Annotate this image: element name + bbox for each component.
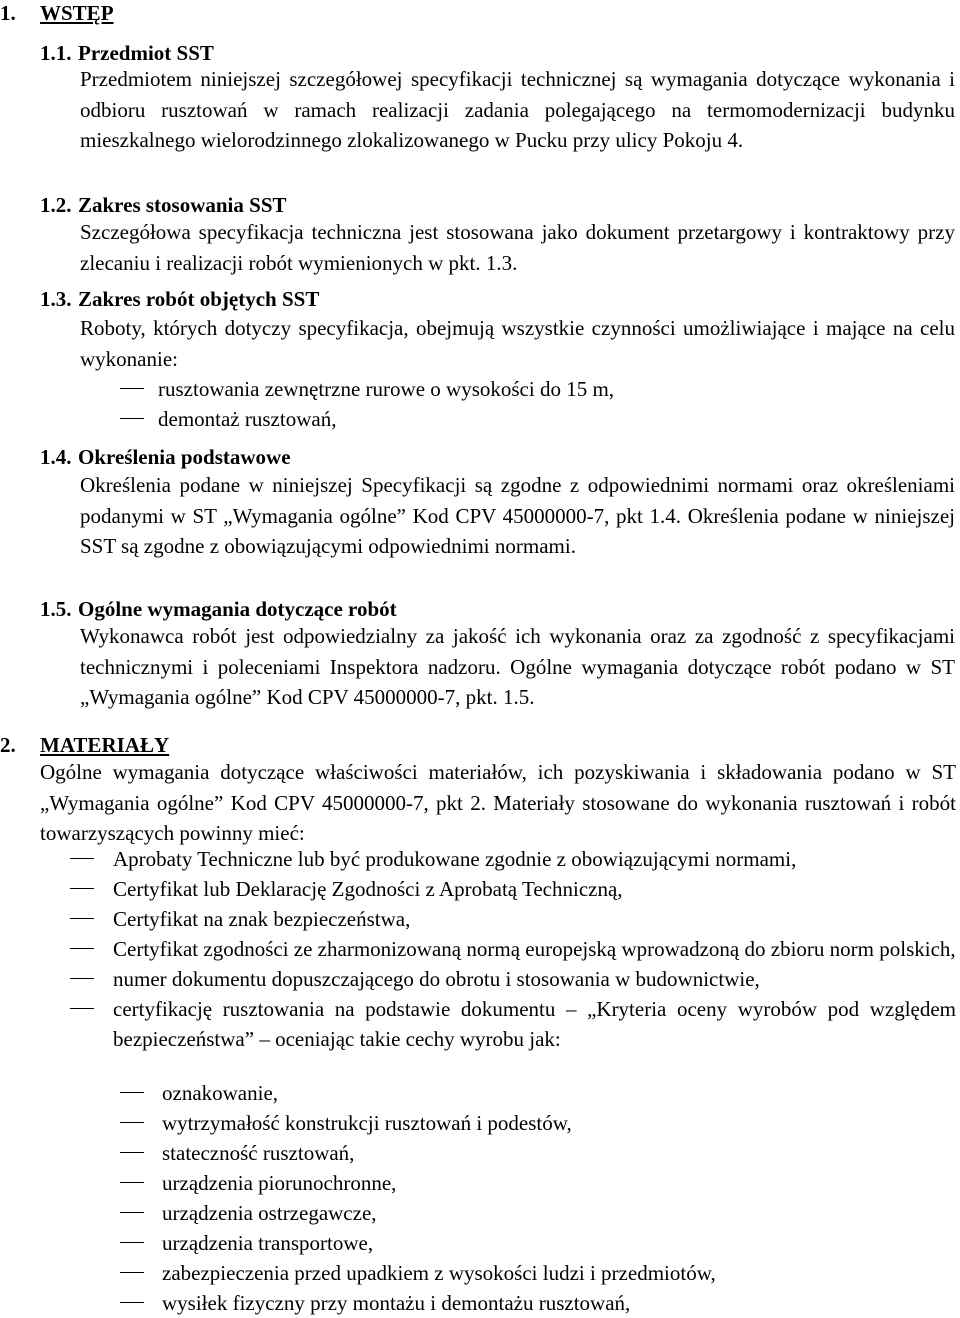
list-item: wysiłek fizyczny przy montażu i demontażu rusztowań,: [120, 1288, 955, 1318]
list-item: urządzenia piorunochronne,: [120, 1168, 955, 1198]
list-item: urządzenia transportowe,: [120, 1228, 955, 1258]
section-heading-1: [0, 0, 114, 26]
section-number: 2.: [0, 733, 16, 757]
dash-bullet-icon: [70, 978, 94, 979]
subsection-number: 1.5.: [40, 597, 72, 621]
list-item: certyfikację rusztowania na podstawie dokumentu – „Kryteria oceny wyrobów pod względem bezpieczeństwa” – oceniając takie cechy wyrobu jak:: [70, 994, 956, 1054]
list-item: numer dokumentu dopuszczającego do obrotu i stosowania w budownictwie,: [70, 964, 956, 994]
dash-bullet-icon: [120, 1272, 144, 1273]
dash-bullet-icon: [120, 1152, 144, 1153]
dash-bullet-icon: [120, 1092, 144, 1093]
subsection-title: Przedmiot SST: [78, 41, 214, 65]
paragraph-1-2: Szczegółowa specyfikacja techniczna jest stosowana jako dokument przetargowy i kontraktowy przy zlecaniu i realizacji robót wymienionych w pkt. 1.3.: [80, 220, 955, 275]
subsection-heading-1-4: [40, 444, 291, 470]
dash-bullet-icon: [120, 1182, 144, 1183]
dash-bullet-icon: [120, 1302, 144, 1303]
list-item: rusztowania zewnętrzne rurowe o wysokości do 15 m,: [120, 374, 955, 404]
dash-bullet-icon: [70, 948, 94, 949]
paragraph-1-1: Przedmiotem niniejszej szczegółowej specyfikacji technicznej są wymagania dotyczące wykonania i odbioru rusztowań w ramach realizacji zadania polegającego na termomodernizacji budynku mieszkalnego wielorodzinnego zlokalizowanego w Pucku przy ulicy Pokoju 4.: [80, 67, 955, 152]
section-title: WSTĘP: [40, 1, 114, 25]
paragraph-1-5: Wykonawca robót jest odpowiedzialny za jakość ich wykonania oraz za zgodność z specyfikacjami technicznymi i poleceniami Inspektora nadzoru. Ogólne wymagania dotyczące robót podano w ST „Wymagania ogólne” Kod CPV 45000000-7, pkt. 1.5.: [80, 624, 955, 709]
list-item: Certyfikat zgodności ze zharmonizowaną normą europejską wprowadzoną do zbioru norm polskich,: [70, 934, 956, 964]
dash-bullet-icon: [120, 1122, 144, 1123]
section-number: 1.: [0, 1, 16, 25]
subsection-number: 1.3.: [40, 287, 72, 311]
list-item: Aprobaty Techniczne lub być produkowane zgodnie z obowiązującymi normami,: [70, 844, 956, 874]
subsection-number: 1.2.: [40, 193, 72, 217]
dash-bullet-icon: [120, 1242, 144, 1243]
dash-bullet-icon: [70, 888, 94, 889]
features-sublist: [120, 1078, 955, 1318]
dash-bullet-icon: [70, 918, 94, 919]
scope-list: [120, 374, 955, 434]
materials-list: [70, 844, 956, 1054]
dash-bullet-icon: [120, 388, 144, 389]
subsection-title: Zakres robót objętych SST: [78, 287, 320, 311]
paragraph-2: Ogólne wymagania dotyczące właściwości materiałów, ich pozyskiwania i składowania podano w ST „Wymagania ogólne” Kod CPV 45000000-7, pkt 2. Materiały stosowane do wykonania rusztowań i robót towarzyszących powinny mieć:: [40, 760, 956, 845]
list-item: Certyfikat na znak bezpieczeństwa,: [70, 904, 956, 934]
dash-bullet-icon: [120, 418, 144, 419]
list-item: urządzenia ostrzegawcze,: [120, 1198, 955, 1228]
dash-bullet-icon: [70, 1008, 94, 1009]
subsection-heading-1-2: [40, 192, 287, 218]
subsection-number: 1.1.: [40, 41, 72, 65]
subsection-heading-1-1: [40, 40, 214, 66]
dash-bullet-icon: [120, 1212, 144, 1213]
paragraph-1-3: Roboty, których dotyczy specyfikacja, obejmują wszystkie czynności umożliwiające i mające na celu wykonanie:: [80, 316, 955, 371]
subsection-heading-1-3: [40, 286, 319, 312]
list-item: wytrzymałość konstrukcji rusztowań i podestów,: [120, 1108, 955, 1138]
subsection-heading-1-5: [40, 596, 397, 622]
list-item: zabezpieczenia przed upadkiem z wysokości ludzi i przedmiotów,: [120, 1258, 955, 1288]
paragraph-1-4: Określenia podane w niniejszej Specyfikacji są zgodne z odpowiednimi normami oraz określeniami podanymi w ST „Wymagania ogólne” Kod CPV 45000000-7, pkt 1.4. Określenia podane w niniejszej SST są zgodne z obowiązującymi odpowiednimi normami.: [80, 473, 955, 558]
subsection-title: Określenia podstawowe: [78, 445, 291, 469]
dash-bullet-icon: [70, 858, 94, 859]
list-item: Certyfikat lub Deklarację Zgodności z Aprobatą Techniczną,: [70, 874, 956, 904]
list-item: demontaż rusztowań,: [120, 404, 955, 434]
section-heading-2: [0, 732, 169, 758]
list-item: stateczność rusztowań,: [120, 1138, 955, 1168]
subsection-number: 1.4.: [40, 445, 72, 469]
list-item: oznakowanie,: [120, 1078, 955, 1108]
section-title: MATERIAŁY: [40, 733, 170, 757]
subsection-title: Zakres stosowania SST: [78, 193, 287, 217]
subsection-title: Ogólne wymagania dotyczące robót: [78, 597, 397, 621]
